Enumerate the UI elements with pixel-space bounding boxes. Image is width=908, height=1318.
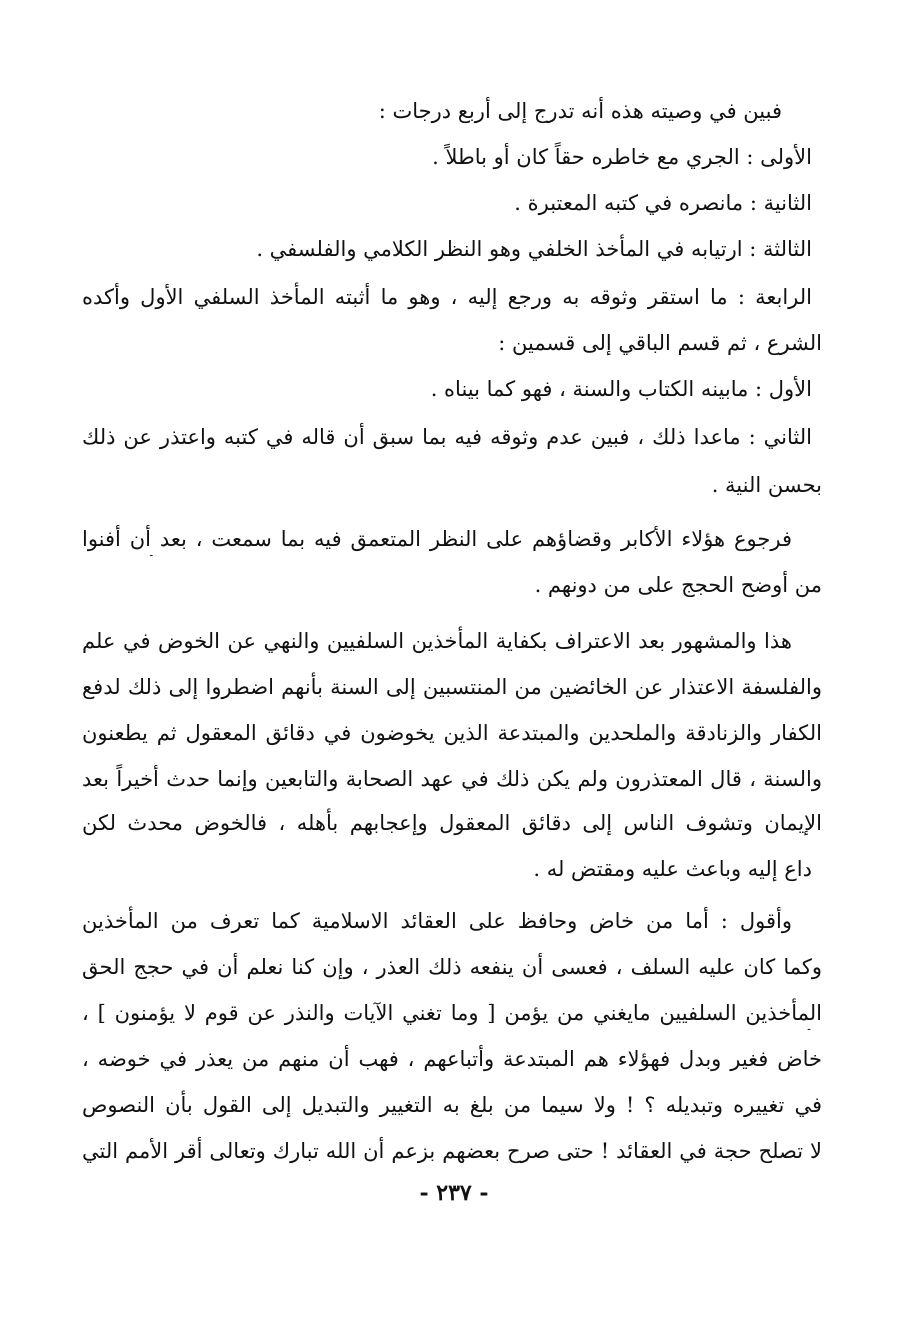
text-line: الثانية : مانصره في كتبه المعتبرة .: [514, 191, 812, 215]
text-line: في تغييره وتبديله ؟ ! ولا سيما من بلغ به التغيير والتبديل إلى القول بأن النصوص: [82, 1093, 822, 1117]
text-line: وكما كان عليه السلف ، فعسى أن ينفعه ذلك العذر ، وإن كنا نعلم أن في حجج الحق: [82, 955, 822, 979]
text-line: وأقول : أما من خاض وحافظ على العقائد الاسلامية كما تعرف من المأخذين: [82, 909, 792, 933]
page-number: - ٢٣٧ -: [419, 1180, 489, 1206]
text-line: بحسن النية .: [711, 473, 822, 497]
text-line: الإيمان وتشوف الناس إلى دقائق المعقول وإعجابهم بأهله ، فالخوض محدث لكن: [82, 811, 822, 835]
text-line: داع إليه وباعث عليه ومقتض له .: [533, 857, 812, 881]
text-line: الكفار والزنادقة والملحدين والمبتدعة الذين يخوضون في دقائق المعقول ثم يطعنون: [82, 721, 822, 745]
text-line: المأخذين السلفيين مايغني من يؤمن [ وما تغني الآيات والنذر عن قوم لا يؤمنون ] ،: [82, 1001, 822, 1025]
text-line: والسنة ، قال المعتذرون ولم يكن ذلك في عهد الصحابة والتابعين وإنما حدث أخيراً بعد: [82, 767, 822, 791]
text-line: فرجوع هؤلاء الأكابر وقضاؤهم على النظر المتعمق فيه بما سمعت ، بعد أن أفنوا: [82, 527, 792, 551]
text-line: الشرع ، ثم قسم الباقي إلى قسمين :: [498, 331, 822, 355]
text-line: هذا والمشهور بعد الاعتراف بكفاية المأخذين السلفيين والنهي عن الخوض في علم: [82, 629, 792, 653]
text-line: من أوضح الحجج على من دونهم .: [534, 573, 822, 597]
text-line: الثاني : ماعدا ذلك ، فبين عدم وثوقه فيه بما سبق أن قاله في كتبه واعتذر عن ذلك: [82, 425, 812, 449]
text-line: الأول : مابينه الكتاب والسنة ، فهو كما بيناه .: [430, 377, 812, 401]
text-line: والفلسفة الاعتذار عن الخائضين من المنتسبين إلى السنة بأنهم اضطروا إلى ذلك لدفع: [82, 675, 822, 699]
text-line: خاض فغير وبدل فهؤلاء هم المبتدعة وأتباعهم ، فهب أن منهم من يعذر في خوضه ،: [82, 1047, 822, 1071]
text-line: الأولى : الجري مع خاطره حقاً كان أو باطلاً .: [432, 145, 812, 169]
text-line: الرابعة : ما استقر وثوقه به ورجع إليه ، وهو ما أثبته المأخذ السلفي الأول وأكده: [82, 285, 812, 309]
text-line: الثالثة : ارتيابه في المأخذ الخلفي وهو النظر الكلامي والفلسفي .: [256, 237, 812, 261]
text-line: فبين في وصيته هذه أنه تدرج إلى أربع درجات :: [378, 99, 782, 123]
text-line: لا تصلح حجة في العقائد ! حتى صرح بعضهم بزعم أن الله تبارك وتعالى أقر الأمم التي: [82, 1139, 822, 1163]
